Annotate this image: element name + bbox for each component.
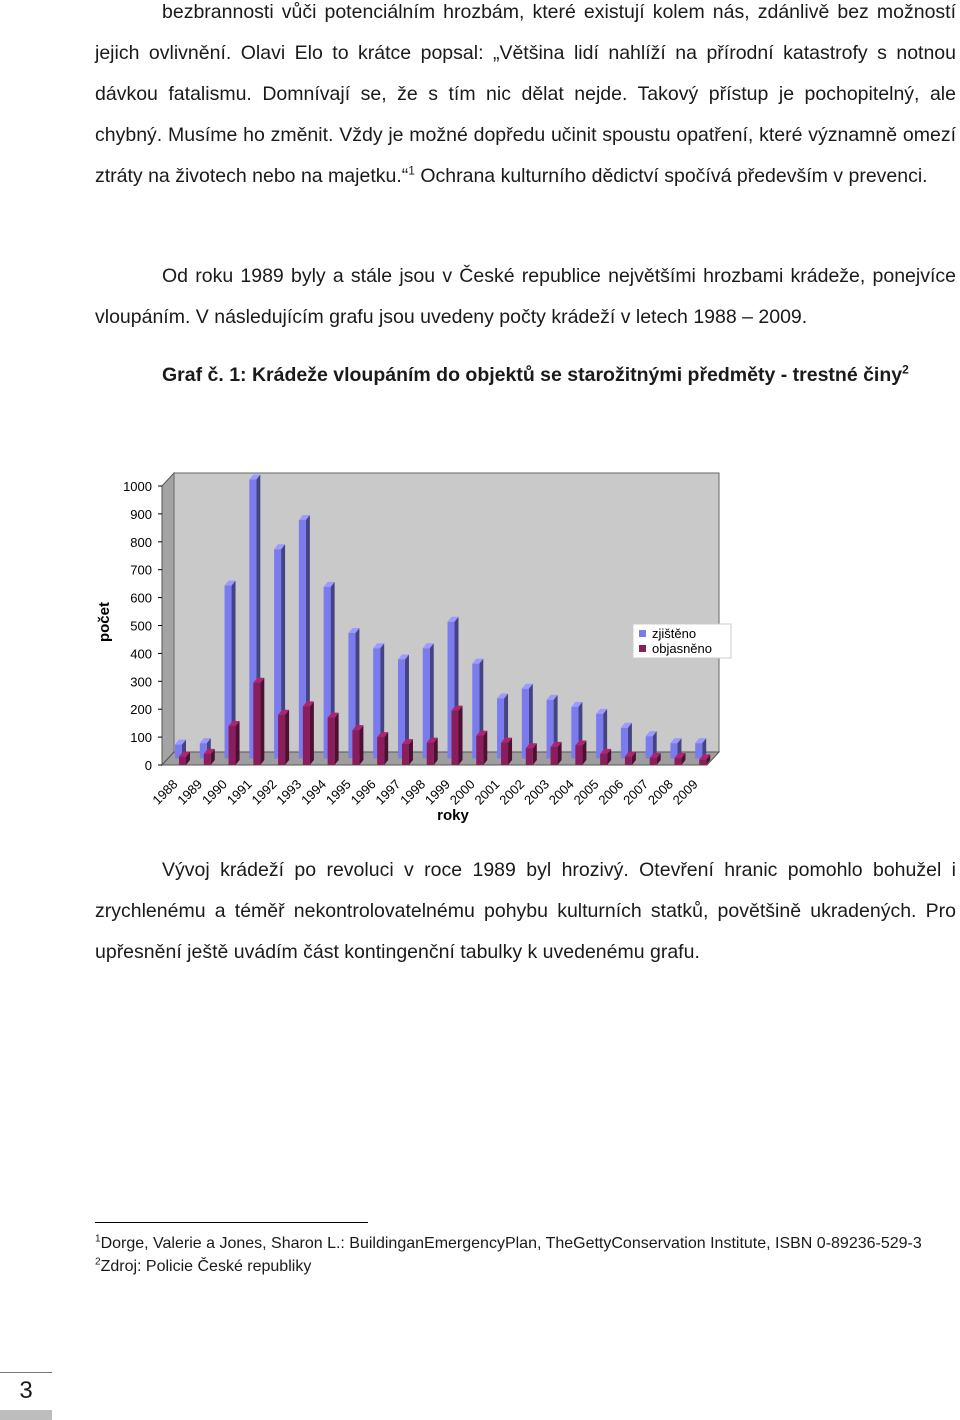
x-tick-label-1992: 1992 bbox=[248, 776, 280, 808]
legend-swatch-1 bbox=[639, 645, 646, 652]
x-tick-label-1998: 1998 bbox=[397, 776, 429, 808]
paragraph-1 bbox=[95, 0, 956, 197]
legend-swatch-0 bbox=[639, 630, 646, 637]
y-tick-label-1000: 1000 bbox=[123, 479, 152, 494]
page-number: 3 bbox=[0, 1372, 52, 1409]
footnote-ref-2[interactable]: 2 bbox=[902, 362, 909, 377]
legend-label-1: objasněno bbox=[652, 641, 712, 656]
bar-chart bbox=[85, 462, 735, 827]
x-tick-label-1999: 1999 bbox=[421, 776, 454, 808]
x-tick-label-2009: 2009 bbox=[669, 776, 701, 808]
y-tick-label-600: 600 bbox=[130, 590, 152, 606]
figure-caption bbox=[162, 360, 909, 390]
bar-objasneno-1992 bbox=[278, 715, 285, 765]
bar-objasneno-1999 bbox=[452, 711, 459, 765]
bar-side-objasneno-1992 bbox=[285, 710, 289, 765]
bar-objasneno-2007 bbox=[650, 758, 657, 765]
bar-objasneno-2000 bbox=[476, 736, 483, 765]
bar-objasneno-1988 bbox=[179, 757, 186, 765]
paragraph-3: Vývoj krádeží po revoluci v roce 1989 byl hrozivý. Otevření hranic pomohlo bohužel i zrychlenému a téměř nekontrolovatelnému pohybu kulturních statků, povětšině ukradených. Pro upřesnění ještě uvádím část kontingenční tabulky k uvedenému grafu. bbox=[95, 859, 956, 963]
footnote-separator bbox=[95, 1222, 368, 1223]
footnote-2 bbox=[95, 1255, 945, 1278]
bar-objasneno-2005 bbox=[600, 754, 607, 765]
bar-objasneno-1997 bbox=[402, 744, 409, 765]
x-tick-label-1991: 1991 bbox=[223, 776, 255, 808]
figure-caption-text: Graf č. 1: Krádeže vloupáním do objektů se starožitnými předměty - trestné činy bbox=[162, 364, 903, 386]
bar-objasneno-2003 bbox=[551, 747, 558, 765]
bar-side-objasneno-1991 bbox=[260, 678, 264, 765]
bar-zjisteno-2007 bbox=[646, 736, 653, 758]
y-tick-label-500: 500 bbox=[130, 618, 152, 634]
x-tick-label-2001: 2001 bbox=[471, 776, 503, 808]
bar-objasneno-1994 bbox=[328, 718, 335, 765]
bar-side-objasneno-1995 bbox=[359, 725, 363, 765]
x-tick-label-2002: 2002 bbox=[496, 776, 528, 808]
bar-objasneno-1989 bbox=[204, 754, 211, 765]
x-tick-label-2000: 2000 bbox=[446, 776, 478, 808]
x-tick-label-2005: 2005 bbox=[570, 776, 602, 808]
footnote-1 bbox=[95, 1232, 945, 1255]
x-tick-label-1997: 1997 bbox=[372, 776, 404, 808]
x-tick-label-1995: 1995 bbox=[322, 776, 354, 808]
bar-side-objasneno-2000 bbox=[483, 731, 487, 765]
chart-side-wall bbox=[162, 473, 174, 765]
y-tick-label-400: 400 bbox=[130, 646, 152, 662]
paragraph-1-text: bezbrannosti vůči potenciálním hrozbám, které existují kolem nás, zdánlivě bez možností jejich ovlivnění. Olavi Elo to krátce popsal: „Většina lidí nahlíží na přírodní katastrofy s notnou dávkou fatalismu. Domnívají se, že s tím nic dělat nejde. Takový přístup je pochopitelný, ale chybný. Musíme ho změnit. Vždy je možné dopředu učinit spoustu opatření, které významně omezí ztráty na životech nebo na majetku.“ bbox=[95, 1, 956, 187]
x-tick-label-2004: 2004 bbox=[545, 776, 577, 808]
footnote-1-text: Dorge, Valerie a Jones, Sharon L.: BuildinganEmergencyPlan, TheGettyConservation Institute, ISBN 0-89236-529-3 bbox=[100, 1235, 922, 1252]
page-number-bar bbox=[0, 1410, 52, 1420]
x-tick-label-1996: 1996 bbox=[347, 776, 379, 808]
x-tick-label-1990: 1990 bbox=[198, 776, 231, 808]
y-tick-label-800: 800 bbox=[130, 534, 152, 550]
bar-objasneno-2006 bbox=[625, 757, 632, 765]
y-tick-label-900: 900 bbox=[130, 506, 152, 522]
bar-zjisteno-2009 bbox=[695, 743, 702, 758]
y-tick-label-700: 700 bbox=[130, 562, 152, 578]
bar-side-objasneno-1996 bbox=[384, 732, 388, 765]
y-tick-label-300: 300 bbox=[130, 674, 152, 690]
bar-objasneno-2004 bbox=[575, 745, 582, 765]
footnote-1-number: 1 bbox=[95, 1233, 101, 1245]
x-tick-label-2006: 2006 bbox=[595, 776, 627, 808]
footnote-2-text: Zdroj: Policie České republiky bbox=[100, 1258, 312, 1275]
bar-side-objasneno-1999 bbox=[459, 706, 463, 765]
bar-objasneno-1990 bbox=[229, 726, 236, 765]
legend-label-0: zjištěno bbox=[652, 626, 697, 641]
bar-side-objasneno-1994 bbox=[335, 713, 339, 765]
bar-objasneno-2009 bbox=[699, 759, 706, 765]
y-tick-label-0: 0 bbox=[144, 758, 152, 773]
x-tick-label-1994: 1994 bbox=[298, 776, 330, 808]
y-axis-label: počet bbox=[96, 601, 113, 643]
x-tick-label-1988: 1988 bbox=[149, 776, 181, 808]
bar-objasneno-1995 bbox=[352, 730, 359, 765]
bar-zjisteno-2006 bbox=[621, 728, 628, 759]
footnote-2-number: 2 bbox=[95, 1256, 101, 1268]
footnote-ref-1[interactable]: 1 bbox=[408, 163, 415, 178]
bar-objasneno-2008 bbox=[674, 758, 681, 765]
bar-objasneno-1991 bbox=[253, 683, 260, 765]
paragraph-2: Od roku 1989 byly a stále jsou v České republice největšími hrozbami krádeže, ponejvíce vloupáním. V následujícím grafu jsou uvedeny počty krádeží v letech 1988 – 2009. bbox=[95, 265, 956, 328]
y-tick-label-100: 100 bbox=[130, 730, 152, 746]
x-tick-label-1989: 1989 bbox=[174, 776, 206, 808]
x-tick-label-2007: 2007 bbox=[620, 776, 652, 808]
footnotes bbox=[95, 1232, 945, 1278]
x-axis-label: roky bbox=[437, 807, 469, 824]
bar-objasneno-2001 bbox=[501, 743, 508, 765]
bar-objasneno-2002 bbox=[526, 748, 533, 765]
bar-side-objasneno-1990 bbox=[236, 721, 240, 765]
bar-side-objasneno-1993 bbox=[310, 701, 314, 765]
y-tick-label-200: 200 bbox=[130, 702, 152, 718]
bar-objasneno-1993 bbox=[303, 706, 310, 765]
bar-objasneno-1998 bbox=[427, 743, 434, 765]
paragraph-1-text-end: Ochrana kulturního dědictví spočívá především v prevenci. bbox=[414, 165, 928, 187]
bar-objasneno-1996 bbox=[377, 737, 384, 765]
x-tick-label-2003: 2003 bbox=[521, 776, 553, 808]
x-tick-label-2008: 2008 bbox=[644, 776, 676, 808]
x-tick-label-1993: 1993 bbox=[273, 776, 305, 808]
